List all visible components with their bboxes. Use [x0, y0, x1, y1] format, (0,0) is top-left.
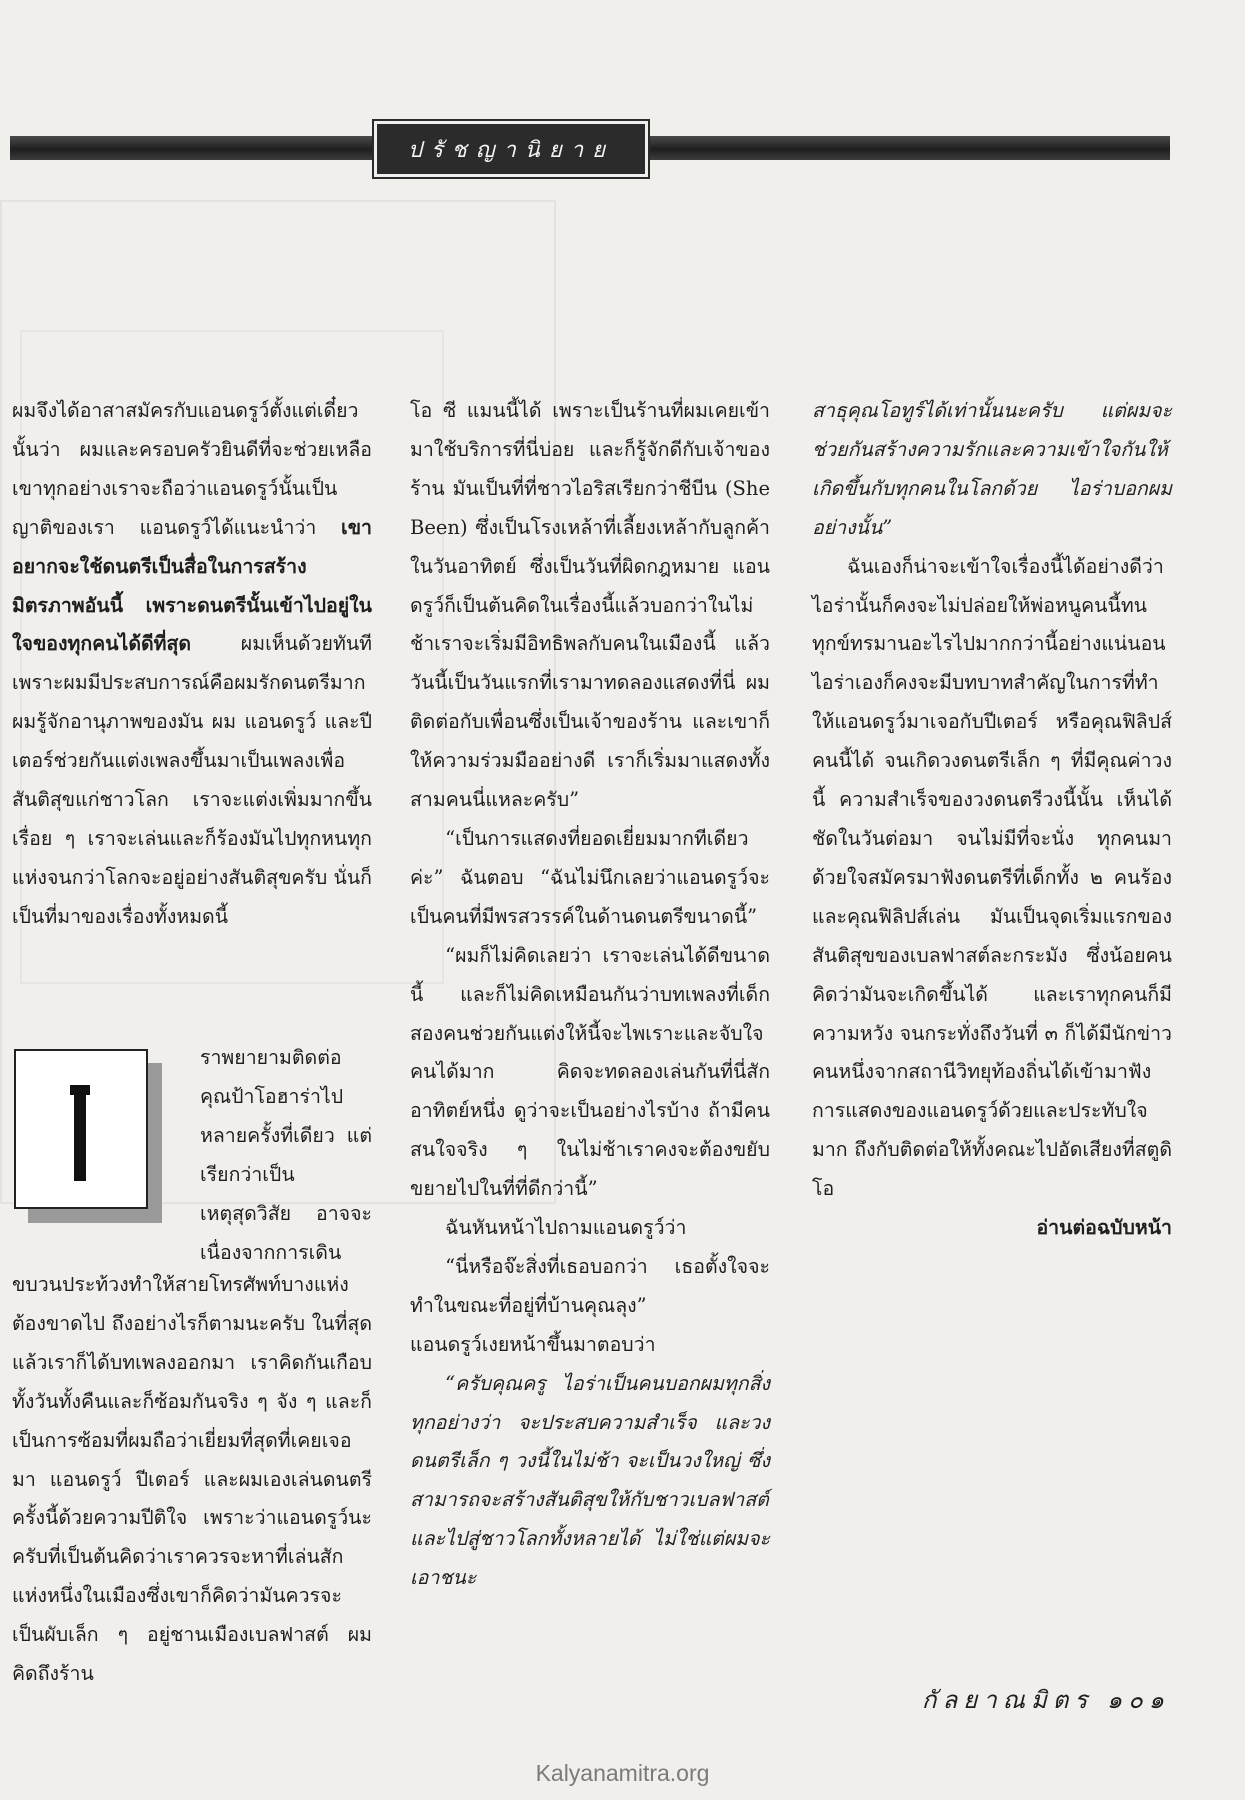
drop-cap-letter	[74, 1093, 86, 1181]
col1-text-a: ผมจึงได้อาสาสมัครกับแอนดรูว์ตั้งแต่เดี๋ยวนั้นว่า ผมและครอบครัวยินดีที่จะช่วยเหลือเขาทุกอย่างเราจะถือว่าแอนดรูว์นั้นเป็นญาติของเรา แอนดรูว์ได้แนะนำว่า	[12, 399, 372, 539]
section-label: ปรัชญานิยาย	[408, 137, 614, 163]
col3-paragraph-2: ฉันเองก็น่าจะเข้าใจเรื่องนี้ได้อย่างดีว่า ไอร่านั้นก็คงจะไม่ปล่อยให้พ่อหนูคนนี้ทนทุกข์ทรมานอะไรไปมากกว่านี้อย่างแน่นอน ไอร่าเองก็คงจะมีบทบาทสำคัญในการที่ทำให้แอนดรูว์มาเจอกับปีเตอร์ หรือคุณฟิลิปส์คนนี้ได้ จนเกิดวงดนตรีเล็ก ๆ ที่มีคุณค่าวงนี้ ความสำเร็จของวงดนตรีวงนี้นั้น เห็นได้ชัดในวันต่อมา จนไม่มีที่จะนั่ง ทุกคนมาด้วยใจสมัครมาฟังดนตรีที่เด็กทั้ง ๒ คนร้อง และคุณฟิลิปส์เล่น มันเป็นจุดเริ่มแรกของสันติสุขของเบลฟาสต์ละกระมัง ซึ่งน้อยคนคิดว่ามันจะเกิดขึ้นได้ และเราทุกคนก็มีความหวัง จนกระทั่งถึงวันที่ ๓ ก็ได้มีนักข่าวคนหนึ่งจากสถานีวิทยุท้องถิ่นได้เข้ามาฟังการแสดงของแอนดรูว์ด้วยและประทับใจมาก ถึงกับติดต่อให้ทั้งคณะไปอัดเสียงที่สตูดิโอ	[812, 554, 1172, 1201]
col1-text-b: ผมเห็นด้วยทันที เพราะผมมีประสบการณ์คือผมรักดนตรีมาก ผมรู้จักอานุภาพของมัน ผม แอนดรูว์ และปีเตอร์ช่วยกันแต่งเพลงขึ้นมาเป็นเพลงเพื่อสันติสุขแก่ชาวโลก เราจะแต่งเพิ่มมากขึ้นเรื่อย ๆ เราจะเล่นและก็ร้องมันไปทุกหนทุกแห่งจนกว่าโลกจะอยู่อย่างสันติสุขครับ นั่นก็เป็นที่มาของเรื่องทั้งหมดนี้	[12, 632, 372, 928]
col2-paragraph-1: โอ ซี แมนนี้ได้ เพราะเป็นร้านที่ผมเคยเข้ามาใช้บริการที่นี่บ่อย และก็รู้จักดีกับเจ้าของร้าน มันเป็นที่ที่ชาวไอริสเรียกว่าชีบีน (She Been) ซึ่งเป็นโรงเหล้าที่เลี้ยงเหล้ากับลูกค้าในวันอาทิตย์ ซึ่งเป็นวันที่ผิดกฎหมาย แอนดรูว์ก็เป็นต้นคิดในเรื่องนี้แล้วบอกว่าในไม่ช้าเราจะเริ่มมีอิทธิพลกับคนในเมืองนี้ แล้ววันนี้เป็นวันแรกที่เรามาทดลองแสดงที่นี่ ผมติดต่อกับเพื่อนซึ่งเป็นเจ้าของร้าน และเขาก็ให้ความร่วมมืออย่างดี เราก็เริ่มมาแสดงทั้งสามคนนี่แหละครับ”	[410, 399, 770, 812]
page-footer: กัลยาณมิตร ๑๐๑	[921, 1686, 1170, 1714]
col2-paragraph-2: “เป็นการแสดงที่ยอดเยี่ยมมากทีเดียวค่ะ” ฉันตอบ “ฉันไม่นึกเลยว่าแอนดรูว์จะเป็นคนที่มีพรสวรรค์ในด้านดนตรีขนาดนี้”	[410, 826, 770, 928]
column-1-dropcap-text	[200, 1039, 372, 1272]
col1-bottom-paragraph: ขบวนประท้วงทำให้สายโทรศัพท์บางแห่งต้องขาดไป ถึงอย่างไรก็ตามนะครับ ในที่สุดแล้วเราก็ได้บทเพลงออกมา เราคิดกันเกือบทั้งวันทั้งคืนและก็ซ้อมกันจริง ๆ จัง ๆ และก็เป็นการซ้อมที่ผมถือว่าเยี่ยมที่สุดที่เคยเจอมา แอนดรูว์ ปีเตอร์ และผมเองเล่นดนตรีครั้งนี้ด้วยความปีติใจ เพราะว่าแอนดรูว์นะครับที่เป็นต้นคิดว่าเราควรจะหาที่เล่นสักแห่งหนึ่งในเมืองซึ่งเขาก็คิดว่ามันควรจะเป็นผับเล็ก ๆ อยู่ชานเมืองเบลฟาสต์ ผมคิดถึงร้าน	[12, 1273, 372, 1686]
col2-paragraph-5: “นี่หรือจ๊ะสิ่งที่เธอบอกว่า เธอตั้งใจจะทำในขณะที่อยู่ที่บ้านคุณลุง”	[410, 1254, 770, 1317]
col1-paragraph	[12, 392, 372, 937]
col2-paragraph-6: แอนดรูว์เงยหน้าขึ้นมาตอบว่า	[410, 1332, 656, 1356]
read-more-label: อ่านต่อฉบับหน้า	[1036, 1216, 1172, 1240]
col3-paragraph-1: สาธุคุณโอทูร์ได้เท่านั้นนะครับ แต่ผมจะช่วยกันสร้างความรักและความเข้าใจกันให้เกิดขึ้นกับทุกคนในโลกด้วย ไอร่าบอกผมอย่างนั้น”	[812, 399, 1172, 539]
col2-paragraph-3: “ผมก็ไม่คิดเลยว่า เราจะเล่นได้ดีขนาดนี้ และก็ไม่คิดเหมือนกันว่าบทเพลงที่เด็กสองคนช่วยกันแต่งให้นี้จะไพเราะและจับใจคนได้มาก คิดจะทดลองเล่นกันที่นี่สักอาทิตย์หนึ่ง ดูว่าจะเป็นอย่างไรบ้าง ถ้ามีคนสนใจจริง ๆ ในไม่ช้าเราคงจะต้องขยับขยายไปในที่ที่ดีกว่านี้”	[410, 943, 770, 1201]
col2-paragraph-4: ฉันหันหน้าไปถามแอนดรูว์ว่า	[445, 1216, 687, 1240]
column-3	[812, 392, 1172, 1248]
section-tag	[374, 121, 648, 177]
dropcap-paragraph: ราพยายามติดต่อคุณป้าโอฮาร่าไปหลายครั้งที่เดียว แต่เรียกว่าเป็นเหตุสุดวิสัย อาจจะเนื่องจากการเดิน	[200, 1046, 372, 1264]
col1-bold-text: เขาอยากจะใช้ดนตรีเป็นสื่อในการสร้างมิตรภาพอันนี้ เพราะดนตรีนั้นเข้าไปอยู่ในใจของทุกคนได้ดีที่สุด	[12, 515, 372, 656]
col2-paragraph-7: “ครับคุณครู ไอร่าเป็นคนบอกผมทุกสิ่งทุกอย่างว่า จะประสบความสำเร็จ และวงดนตรีเล็ก ๆ วงนี้ในไม่ช้า จะเป็นวงใหญ่ ซึ่งสามารถจะสร้างสันติสุขให้กับชาวเบลฟาสต์ และไปสู่ชาวโลกทั้งหลายได้ ไม่ใช่แต่ผมจะเอาชนะ	[410, 1371, 770, 1590]
drop-cap	[14, 1049, 148, 1209]
column-1-bottom	[12, 1266, 372, 1694]
column-1-top	[12, 392, 372, 937]
bleed-through-title	[595, 180, 1135, 275]
bleed-through-subtitle	[700, 290, 1040, 320]
column-2	[410, 392, 770, 1598]
site-watermark: Kalyanamitra.org	[535, 1760, 710, 1786]
